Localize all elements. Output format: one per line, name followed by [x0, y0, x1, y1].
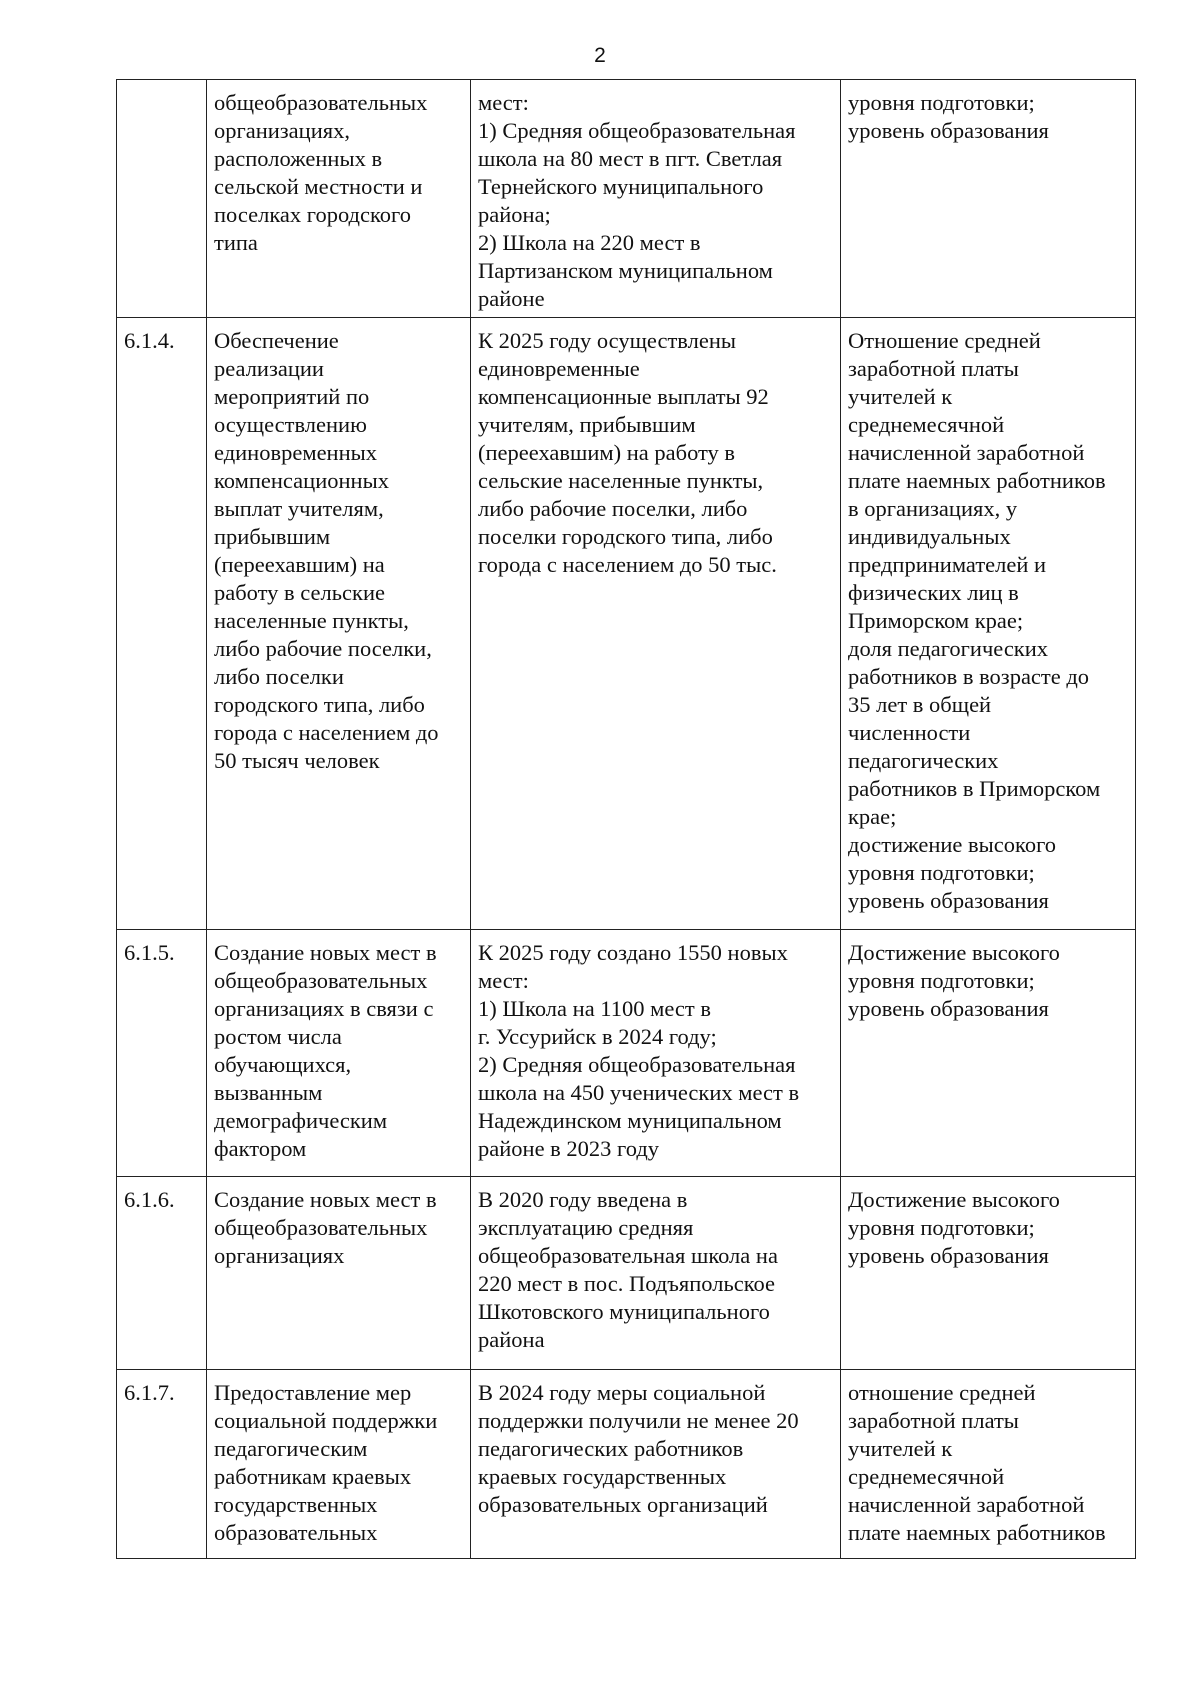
- row-number-cell: 6.1.6.: [117, 1177, 207, 1370]
- event-cell: Создание новых мест в общеобразовательных организациях в связи с ростом числа обучающихся, вызванным демографическим фактором: [207, 930, 471, 1177]
- indicator-cell: Отношение средней заработной платы учителей к среднемесячной начисленной заработной плате наемных работников в организациях, у индивидуальных предпринимателей и физических лиц в Приморском крае; доля педагогических работников в возрасте до 35 лет в общей численности педагогических работников в Приморском крае; достижение высокого уровня подготовки; уровень образования: [841, 318, 1136, 930]
- indicator-cell: Достижение высокого уровня подготовки; уровень образования: [841, 930, 1136, 1177]
- table-row: [117, 80, 1136, 318]
- event-cell: Создание новых мест в общеобразовательных организациях: [207, 1177, 471, 1370]
- row-number-cell: 6.1.4.: [117, 318, 207, 930]
- row-number-cell: [117, 80, 207, 318]
- table-row: [117, 1177, 1136, 1370]
- event-cell: общеобразовательных организациях, расположенных в сельской местности и поселках городского типа: [207, 80, 471, 318]
- row-number-cell: 6.1.7.: [117, 1370, 207, 1559]
- result-cell: К 2025 году осуществлены единовременные компенсационные выплаты 92 учителям, прибывшим (переехавшим) на работу в сельские населенные пункты, либо рабочие поселки, либо поселки городского типа, либо города с населением до 50 тыс.: [471, 318, 841, 930]
- result-cell: мест: 1) Средняя общеобразовательная школа на 80 мест в пгт. Светлая Тернейского муниципального района; 2) Школа на 220 мест в Партизанском муниципальном районе: [471, 80, 841, 318]
- indicator-cell: отношение средней заработной платы учителей к среднемесячной начисленной заработной плате наемных работников: [841, 1370, 1136, 1559]
- table-row: [117, 318, 1136, 930]
- indicator-cell: Достижение высокого уровня подготовки; уровень образования: [841, 1177, 1136, 1370]
- result-cell: К 2025 году создано 1550 новых мест: 1) Школа на 1100 мест в г. Уссурийск в 2024 году; 2) Средняя общеобразовательная школа на 450 ученических мест в Надеждинском муниципальном районе в 2023 году: [471, 930, 841, 1177]
- event-cell: Обеспечение реализации мероприятий по осуществлению единовременных компенсационных выплат учителям, прибывшим (переехавшим) на работу в сельские населенные пункты, либо рабочие поселки, либо поселки городского типа, либо города с населением до 50 тысяч человек: [207, 318, 471, 930]
- table-row: [117, 930, 1136, 1177]
- measures-table: [116, 79, 1136, 1559]
- row-number-cell: 6.1.5.: [117, 930, 207, 1177]
- event-cell: Предоставление мер социальной поддержки педагогическим работникам краевых государственных образовательных: [207, 1370, 471, 1559]
- indicator-cell: уровня подготовки; уровень образования: [841, 80, 1136, 318]
- table-row: [117, 1370, 1136, 1559]
- result-cell: В 2024 году меры социальной поддержки получили не менее 20 педагогических работников краевых государственных образовательных организаций: [471, 1370, 841, 1559]
- page-number: 2: [594, 44, 606, 67]
- result-cell: В 2020 году введена в эксплуатацию средняя общеобразовательная школа на 220 мест в пос. Подъяпольское Шкотовского муниципального района: [471, 1177, 841, 1370]
